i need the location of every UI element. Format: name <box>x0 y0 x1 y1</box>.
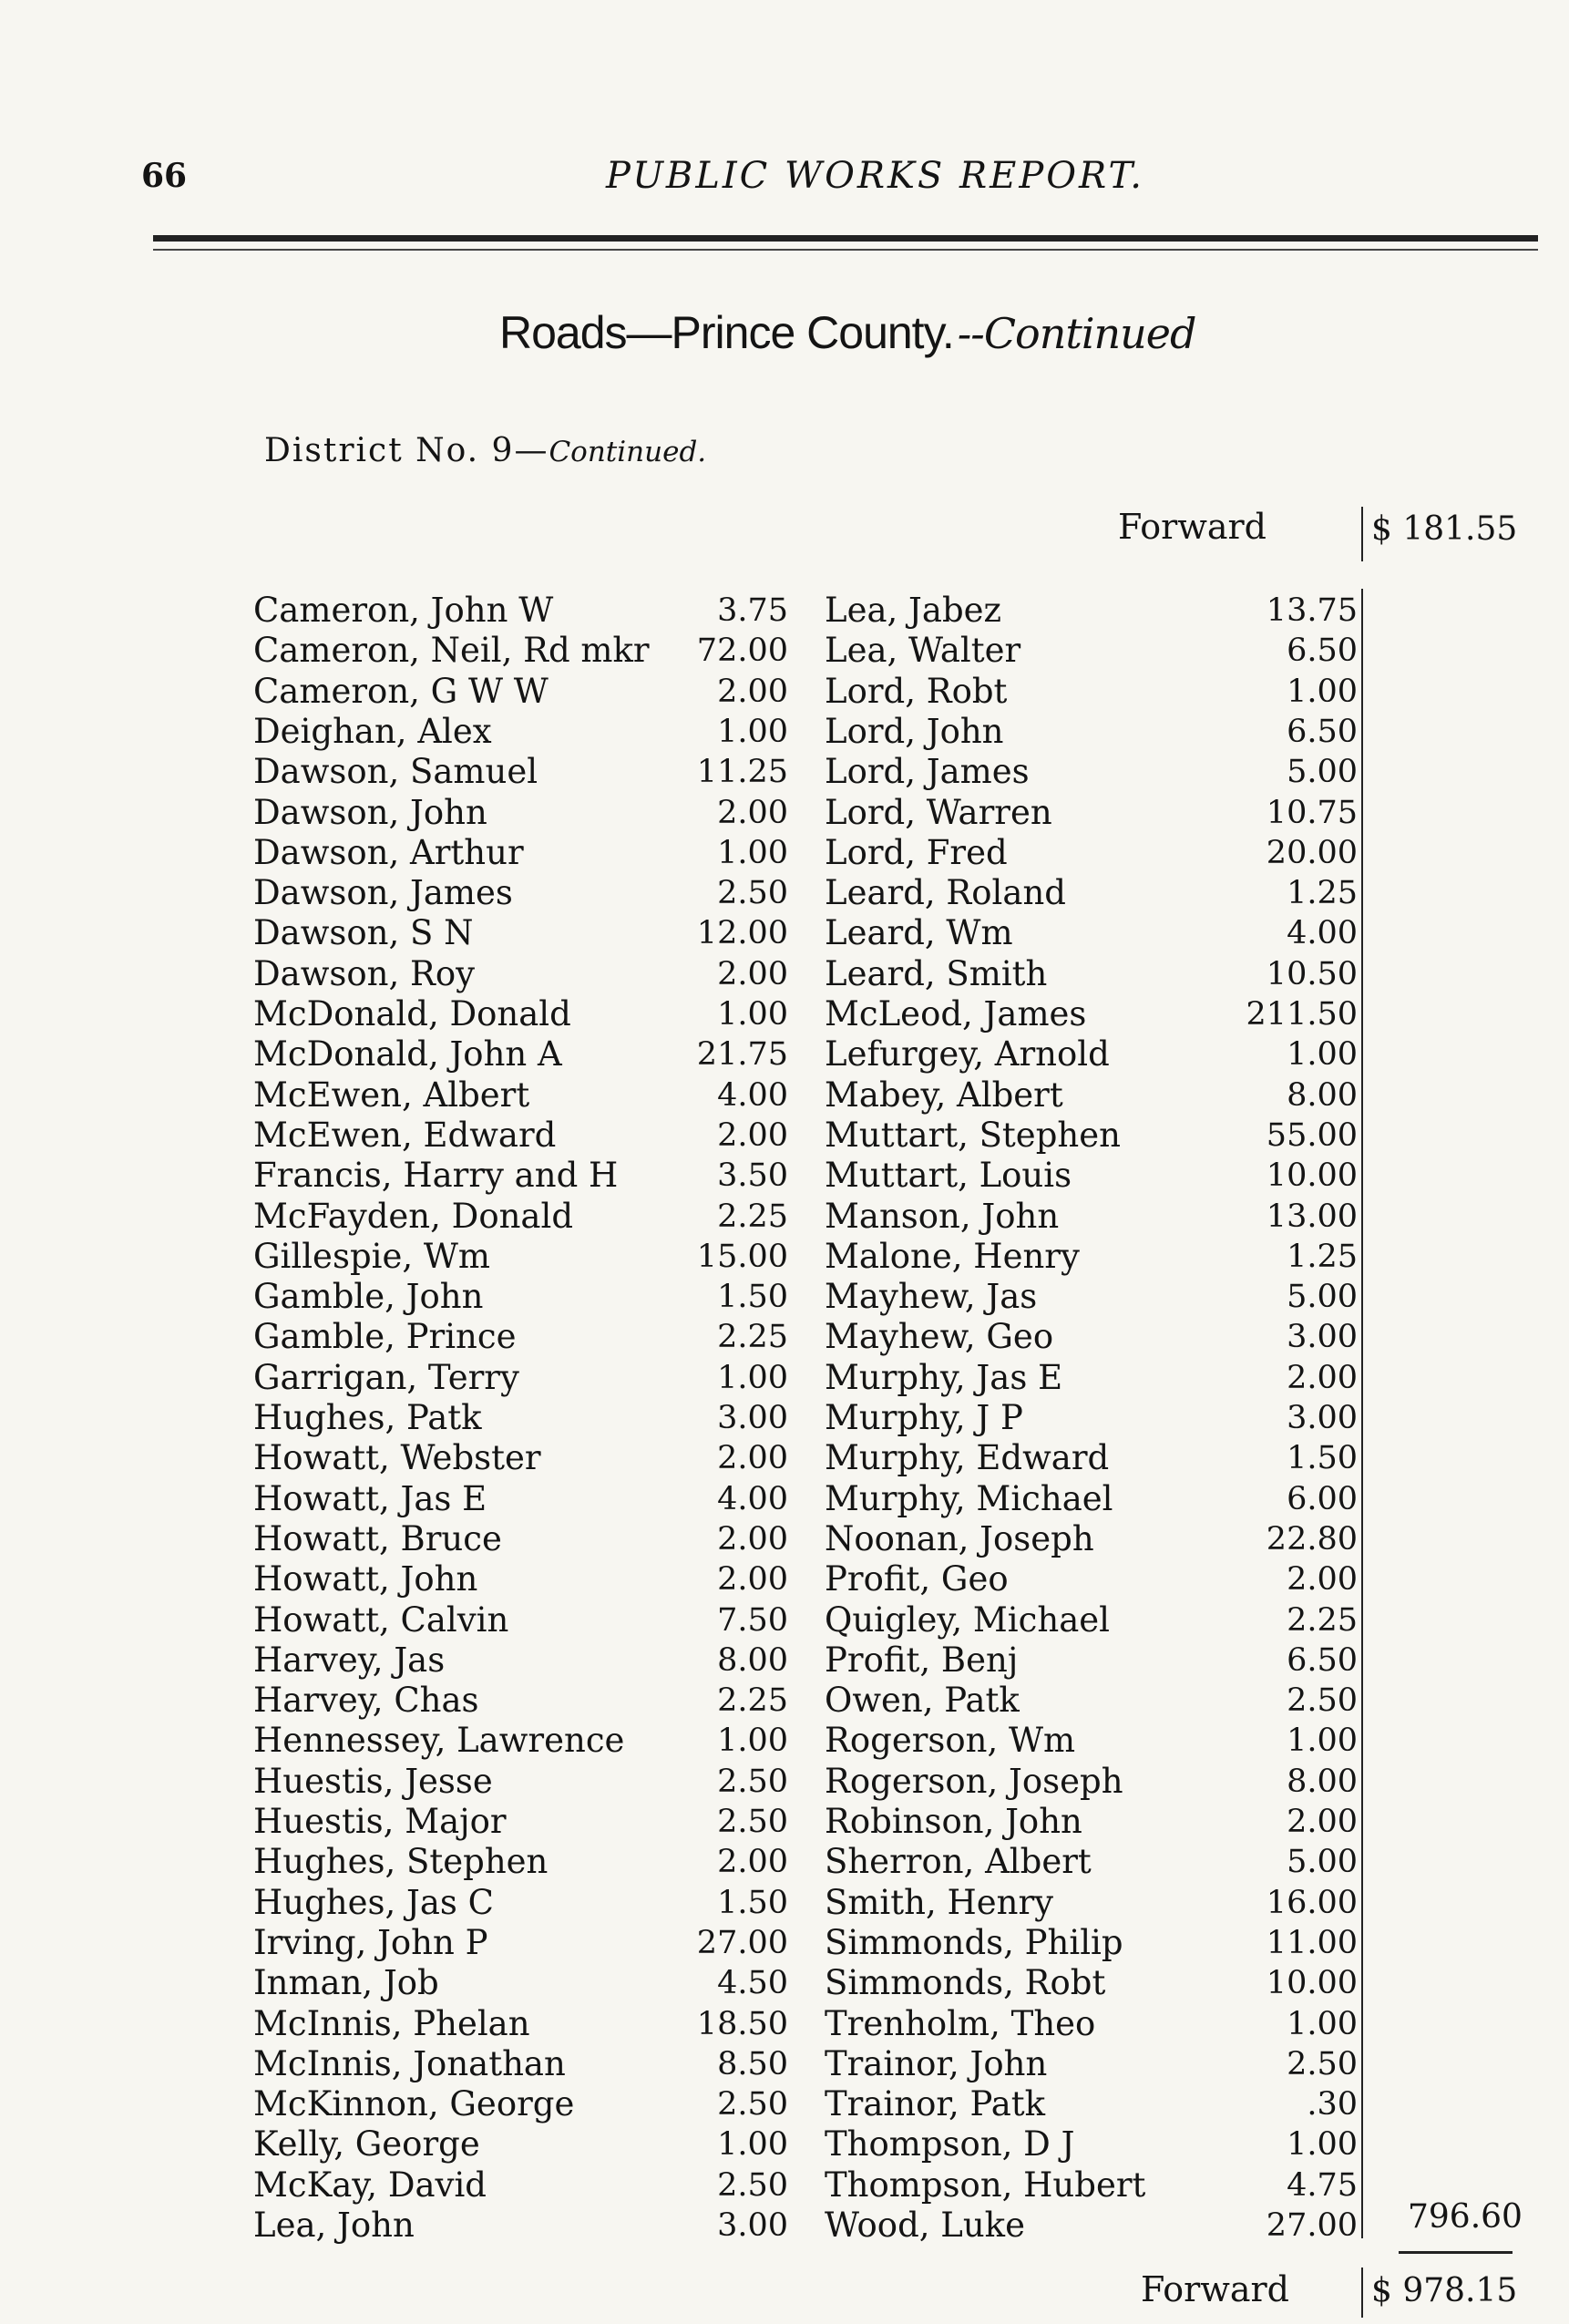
left-column-entry-name: Kelly, George <box>253 2124 480 2164</box>
left-column-entry-name: Lea, John <box>253 2206 415 2245</box>
right-column-entry-amount: 5.00 <box>1287 754 1358 790</box>
right-column-entry-name: Rogerson, Joseph <box>825 1762 1123 1801</box>
left-column-entry-name: McDonald, John A <box>253 1034 562 1074</box>
forward-bottom-rule <box>1361 2267 1363 2318</box>
header-rule-thin <box>153 249 1538 251</box>
left-column-entry-amount: 12.00 <box>696 915 788 951</box>
left-column-entry-amount: 1.00 <box>717 714 788 750</box>
left-column-entry-name: Huestis, Major <box>253 1802 507 1841</box>
left-column-entry-amount: 8.50 <box>717 2046 788 2082</box>
left-column-entry-name: McInnis, Phelan <box>253 2004 530 2043</box>
left-column-entry-amount: 7.50 <box>717 1602 788 1639</box>
left-column-entry-name: Dawson, James <box>253 873 513 912</box>
left-column-entry-name: Gamble, Prince <box>253 1317 517 1356</box>
left-column-entry-amount: 2.50 <box>717 1764 788 1800</box>
right-column-entry-name: Murphy, Edward <box>825 1438 1110 1477</box>
left-column-entry-amount: 2.25 <box>717 1319 788 1355</box>
right-column-entry-name: Simmonds, Philip <box>825 1923 1123 1962</box>
right-column-entry-amount: .30 <box>1307 2086 1358 2123</box>
left-column-entry-amount: 1.00 <box>717 2126 788 2163</box>
right-column-entry-amount: 10.75 <box>1266 795 1358 831</box>
left-column-entry-name: Cameron, John W <box>253 591 554 630</box>
right-column-entry-amount: 22.80 <box>1266 1521 1358 1558</box>
right-column-entry-amount: 13.75 <box>1266 592 1358 629</box>
left-column-entry-name: Howatt, Webster <box>253 1438 541 1477</box>
right-column-entry-amount: 55.00 <box>1266 1117 1358 1154</box>
right-column-entry-name: Muttart, Stephen <box>825 1116 1121 1155</box>
right-column-entry-amount: 10.00 <box>1266 1965 1358 2001</box>
right-column-entry-name: Leard, Smith <box>825 954 1048 993</box>
right-column-entry-name: Rogerson, Wm <box>825 1721 1076 1760</box>
left-column-entry-name: Irving, John P <box>253 1923 488 1962</box>
right-column-entry-amount: 6.50 <box>1287 714 1358 750</box>
left-column-entry-amount: 3.00 <box>717 1400 788 1436</box>
right-column-entry-amount: 1.25 <box>1287 1239 1358 1275</box>
left-column-entry-amount: 3.00 <box>717 2207 788 2244</box>
section-title <box>499 306 1195 359</box>
right-column-entry-name: Murphy, Jas E <box>825 1358 1063 1397</box>
left-column-entry-amount: 2.50 <box>717 875 788 911</box>
left-column-entry-name: Deighan, Alex <box>253 712 492 751</box>
right-column-entry-amount: 1.00 <box>1287 1722 1358 1759</box>
right-column-entry-name: Manson, John <box>825 1197 1060 1236</box>
left-column-entry-name: Gillespie, Wm <box>253 1237 490 1276</box>
subtotal-rule <box>1399 2251 1513 2254</box>
forward-top-rule <box>1361 507 1363 561</box>
left-column-entry-name: Hughes, Stephen <box>253 1842 549 1881</box>
right-column-entry-name: Mayhew, Jas <box>825 1277 1038 1316</box>
district-continued: Continued. <box>549 436 707 468</box>
left-column-entry-name: Cameron, G W W <box>253 672 549 711</box>
left-column-entry-amount: 2.00 <box>717 1521 788 1558</box>
right-column-entry-amount: 1.00 <box>1287 1036 1358 1073</box>
right-column-entry-amount: 6.00 <box>1287 1481 1358 1517</box>
left-column-entry-amount: 2.50 <box>717 1804 788 1840</box>
left-column-entry-name: Harvey, Chas <box>253 1681 479 1720</box>
left-column-entry-amount: 3.75 <box>717 592 788 629</box>
left-column-entry-name: Howatt, Bruce <box>253 1519 502 1558</box>
right-column-entry-amount: 10.50 <box>1266 956 1358 992</box>
left-column-entry-name: McKay, David <box>253 2165 487 2205</box>
forward-bottom-amount: $ 978.15 <box>1371 2272 1518 2309</box>
subtotal: 796.60 <box>1408 2198 1523 2236</box>
right-column-entry-name: Trainor, Patk <box>825 2084 1046 2123</box>
right-column-entry-amount: 13.00 <box>1266 1198 1358 1235</box>
right-column-entry-amount: 11.00 <box>1266 1925 1358 1961</box>
left-column-entry-name: McEwen, Edward <box>253 1116 557 1155</box>
left-column-entry-amount: 2.25 <box>717 1198 788 1235</box>
left-column-entry-amount: 1.50 <box>717 1885 788 1921</box>
right-column-entry-name: Profit, Geo <box>825 1559 1009 1599</box>
right-column-entry-name: Mabey, Albert <box>825 1075 1063 1115</box>
left-column-entry-name: McFayden, Donald <box>253 1197 574 1236</box>
right-column-entry-amount: 6.50 <box>1287 1642 1358 1679</box>
right-column-entry-amount: 2.00 <box>1287 1561 1358 1598</box>
right-column-entry-name: Leard, Wm <box>825 913 1013 952</box>
right-column-entry-amount: 8.00 <box>1287 1764 1358 1800</box>
section-title-continued: --Continued <box>957 309 1196 358</box>
right-column-entry-amount: 8.00 <box>1287 1077 1358 1114</box>
left-column-entry-name: Inman, Job <box>253 1963 439 2002</box>
section-title-text: Roads—Prince County. <box>499 307 954 358</box>
right-column-entry-name: Lord, Robt <box>825 672 1008 711</box>
right-column-entry-name: Lord, Fred <box>825 833 1008 872</box>
left-column-entry-amount: 15.00 <box>696 1239 788 1275</box>
right-column-entry-amount: 2.50 <box>1287 1682 1358 1719</box>
left-column-entry-amount: 3.50 <box>717 1157 788 1194</box>
right-column-entry-name: Lord, Warren <box>825 793 1052 832</box>
right-column-entry-amount: 1.00 <box>1287 674 1358 710</box>
left-column-entry-name: Howatt, Jas E <box>253 1479 487 1518</box>
right-column-entry-amount: 10.00 <box>1266 1157 1358 1194</box>
left-column-entry-name: Hughes, Jas C <box>253 1883 494 1922</box>
right-column-entry-amount: 20.00 <box>1266 835 1358 871</box>
left-column-entry-name: McDonald, Donald <box>253 994 571 1033</box>
left-column-entry-name: Harvey, Jas <box>253 1640 446 1680</box>
right-column-entry-name: Robinson, John <box>825 1802 1082 1841</box>
right-column-entry-amount: 4.00 <box>1287 915 1358 951</box>
left-column-entry-name: Gamble, John <box>253 1277 484 1316</box>
right-column-entry-name: Noonan, Joseph <box>825 1519 1094 1558</box>
right-column-entry-name: Wood, Luke <box>825 2206 1025 2245</box>
right-column-entry-amount: 4.75 <box>1287 2167 1358 2204</box>
left-column-entry-amount: 4.00 <box>717 1077 788 1114</box>
right-column-entry-amount: 1.00 <box>1287 2006 1358 2042</box>
right-column-entry-name: McLeod, James <box>825 994 1087 1033</box>
right-column-entry-name: Mayhew, Geo <box>825 1317 1054 1356</box>
left-column-entry-amount: 2.00 <box>717 674 788 710</box>
right-column-entry-amount: 6.50 <box>1287 632 1358 669</box>
right-column-entry-amount: 2.25 <box>1287 1602 1358 1639</box>
right-column-entry-amount: 1.00 <box>1287 2126 1358 2163</box>
right-column-entry-amount: 27.00 <box>1266 2207 1358 2244</box>
right-column-entry-name: Lea, Walter <box>825 631 1021 670</box>
left-column-entry-name: Cameron, Neil, Rd mkr <box>253 631 650 670</box>
left-column-entry-name: Dawson, Samuel <box>253 752 538 791</box>
left-column-entry-name: Dawson, John <box>253 793 487 832</box>
right-column-entry-name: Lea, Jabez <box>825 591 1002 630</box>
left-column-entry-amount: 4.50 <box>717 1965 788 2001</box>
left-column-entry-name: Garrigan, Terry <box>253 1358 519 1397</box>
left-column-entry-name: Dawson, S N <box>253 913 474 952</box>
left-column-entry-name: Dawson, Roy <box>253 954 476 993</box>
left-column-entry-amount: 1.50 <box>717 1279 788 1315</box>
running-title: PUBLIC WORKS REPORT. <box>606 155 1144 197</box>
right-column-entry-name: Quigley, Michael <box>825 1600 1110 1640</box>
right-column-entry-name: Lord, James <box>825 752 1030 791</box>
left-column-entry-amount: 4.00 <box>717 1481 788 1517</box>
left-column-entry-name: McKinnon, George <box>253 2084 575 2123</box>
forward-top-label: Forward <box>1118 507 1267 547</box>
left-column-entry-amount: 2.00 <box>717 1117 788 1154</box>
left-column-entry-amount: 8.00 <box>717 1642 788 1679</box>
right-column-entry-name: Leard, Roland <box>825 873 1066 912</box>
left-column-entry-amount: 2.00 <box>717 956 788 992</box>
left-column-entry-name: Huestis, Jesse <box>253 1762 493 1801</box>
left-column-entry-name: Hughes, Patk <box>253 1398 482 1437</box>
right-column-entry-amount: 1.25 <box>1287 875 1358 911</box>
left-column-entry-name: Hennessey, Lawrence <box>253 1721 625 1760</box>
right-column-entry-name: Thompson, D J <box>825 2124 1075 2164</box>
right-column-entry-amount: 2.00 <box>1287 1804 1358 1840</box>
right-column-entry-name: Sherron, Albert <box>825 1842 1092 1881</box>
left-column-entry-amount: 18.50 <box>696 2006 788 2042</box>
left-column-entry-amount: 72.00 <box>696 632 788 669</box>
left-column-entry-name: McInnis, Jonathan <box>253 2044 566 2083</box>
right-column-entry-name: Profit, Benj <box>825 1640 1019 1680</box>
left-column-entry-amount: 1.00 <box>717 1360 788 1396</box>
right-column-entry-name: Lefurgey, Arnold <box>825 1034 1110 1074</box>
right-column-entry-name: Smith, Henry <box>825 1883 1054 1922</box>
left-column-entry-name: Dawson, Arthur <box>253 833 524 872</box>
district-label: District No. 9— <box>264 432 549 469</box>
left-column-entry-amount: 2.50 <box>717 2167 788 2204</box>
left-column-entry-amount: 2.50 <box>717 2086 788 2123</box>
left-column-entry-name: Francis, Harry and H <box>253 1156 619 1195</box>
left-column-entry-name: Howatt, Calvin <box>253 1600 509 1640</box>
left-column-entry-amount: 2.25 <box>717 1682 788 1719</box>
right-column-entry-name: Owen, Patk <box>825 1681 1020 1720</box>
right-column-entry-amount: 5.00 <box>1287 1279 1358 1315</box>
left-column-entry-amount: 1.00 <box>717 835 788 871</box>
left-column-entry-amount: 2.00 <box>717 795 788 831</box>
forward-top-amount: $ 181.55 <box>1371 510 1518 548</box>
right-column-entry-amount: 211.50 <box>1246 996 1358 1033</box>
left-column-entry-amount: 1.00 <box>717 1722 788 1759</box>
right-column-entry-amount: 2.50 <box>1287 2046 1358 2082</box>
right-column-entry-name: Murphy, J P <box>825 1398 1023 1437</box>
left-column-entry-amount: 21.75 <box>696 1036 788 1073</box>
right-column-entry-amount: 3.00 <box>1287 1400 1358 1436</box>
right-column-entry-name: Trainor, John <box>825 2044 1048 2083</box>
district-heading <box>264 432 706 469</box>
left-column-entry-amount: 11.25 <box>696 754 788 790</box>
right-column-entry-amount: 1.50 <box>1287 1440 1358 1476</box>
left-column-entry-name: McEwen, Albert <box>253 1075 530 1115</box>
page-number: 66 <box>141 157 188 195</box>
forward-bottom-label: Forward <box>1141 2269 1290 2309</box>
left-column-entry-amount: 2.00 <box>717 1561 788 1598</box>
right-column-entry-name: Simmonds, Robt <box>825 1963 1106 2002</box>
right-column-entry-name: Muttart, Louis <box>825 1156 1072 1195</box>
right-column-entry-amount: 2.00 <box>1287 1360 1358 1396</box>
right-column-entry-name: Murphy, Michael <box>825 1479 1113 1518</box>
right-column-entry-name: Lord, John <box>825 712 1004 751</box>
left-column-entry-amount: 27.00 <box>696 1925 788 1961</box>
header-rule-thick <box>153 235 1538 242</box>
left-column-entry-name: Howatt, John <box>253 1559 478 1599</box>
right-column-entry-name: Trenholm, Theo <box>825 2004 1096 2043</box>
left-column-entry-amount: 2.00 <box>717 1844 788 1880</box>
right-column-entry-name: Malone, Henry <box>825 1237 1080 1276</box>
right-column-entry-amount: 3.00 <box>1287 1319 1358 1355</box>
amount-column-rule <box>1361 589 1363 2238</box>
right-column-entry-amount: 5.00 <box>1287 1844 1358 1880</box>
left-column-entry-amount: 2.00 <box>717 1440 788 1476</box>
right-column-entry-name: Thompson, Hubert <box>825 2165 1146 2205</box>
left-column-entry-amount: 1.00 <box>717 996 788 1033</box>
right-column-entry-amount: 16.00 <box>1266 1885 1358 1921</box>
